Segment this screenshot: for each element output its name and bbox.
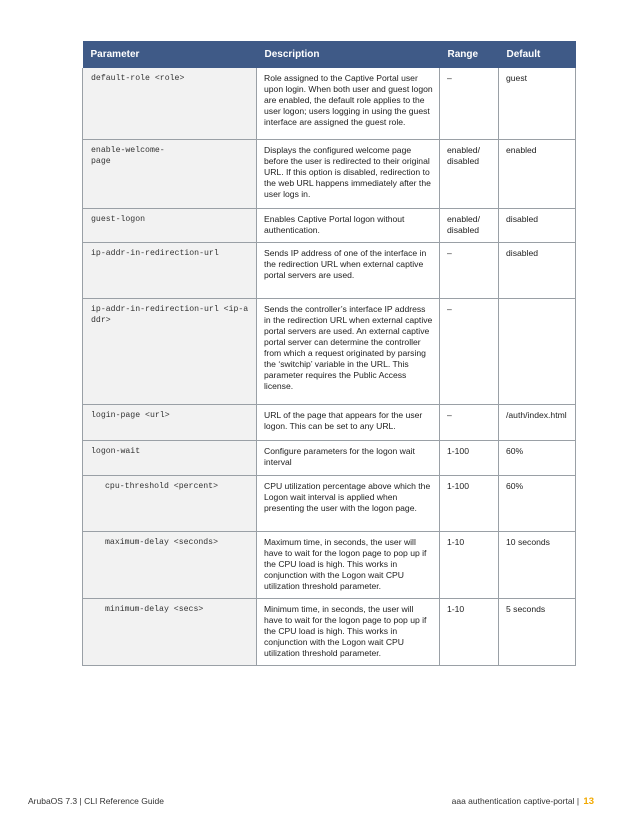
- parameter-cell: guest-logon: [83, 208, 257, 242]
- default-cell: 60%: [499, 440, 576, 475]
- description-cell: CPU utilization percentage above which the Logon wait interval is applied when presenting the user with the logon page.: [257, 475, 440, 531]
- footer-guide-title: ArubaOS 7.3 | CLI Reference Guide: [28, 796, 164, 806]
- range-cell: –: [440, 68, 499, 139]
- range-cell: –: [440, 298, 499, 404]
- parameter-table: [82, 41, 576, 666]
- table-row: [83, 208, 576, 242]
- range-cell: 1-10: [440, 531, 499, 598]
- default-cell: guest: [499, 68, 576, 139]
- parameter-cell: minimum-delay <secs>: [83, 598, 257, 665]
- default-cell: 60%: [499, 475, 576, 531]
- table-row: [83, 139, 576, 208]
- description-cell: Minimum time, in seconds, the user will have to wait for the logon page to pop up if the CPU load is high. This works in conjunction with the Logon wait CPU utilization threshold parameter.: [257, 598, 440, 665]
- range-cell: –: [440, 242, 499, 298]
- default-cell: enabled: [499, 139, 576, 208]
- description-cell: Maximum time, in seconds, the user will have to wait for the logon page to pop up if the CPU load is high. This works in conjunction with the Logon wait CPU utilization threshold parameter.: [257, 531, 440, 598]
- range-cell: 1-100: [440, 475, 499, 531]
- default-cell: 10 seconds: [499, 531, 576, 598]
- parameter-cell: cpu-threshold <percent>: [83, 475, 257, 531]
- parameter-cell: logon-wait: [83, 440, 257, 475]
- table-row: [83, 298, 576, 404]
- parameter-cell: ip-addr-in-redirection-url: [83, 242, 257, 298]
- default-cell: 5 seconds: [499, 598, 576, 665]
- footer-section: [452, 796, 594, 807]
- description-cell: Configure parameters for the logon wait interval: [257, 440, 440, 475]
- description-cell: Role assigned to the Captive Portal user upon login. When both user and guest logon are enabled, the default role applies to the user logon; users logging in using the guest interface are assigned the guest role.: [257, 68, 440, 139]
- table-header-row: [83, 41, 576, 68]
- description-cell: Enables Captive Portal logon without authentication.: [257, 208, 440, 242]
- range-cell: 1-10: [440, 598, 499, 665]
- table-row: [83, 440, 576, 475]
- footer-section-title: aaa authentication captive-portal |: [451, 796, 580, 806]
- table-row: [83, 598, 576, 665]
- default-cell: disabled: [499, 208, 576, 242]
- parameter-cell: ip-addr-in-redirection-url <ip-addr>: [83, 298, 257, 404]
- header-parameter: Parameter: [83, 41, 257, 68]
- range-cell: enabled/ disabled: [440, 208, 499, 242]
- table-row: [83, 404, 576, 440]
- description-cell: Displays the configured welcome page before the user is redirected to their original URL. If this option is disabled, redirection to the web URL happens immediately after the user logs in.: [257, 139, 440, 208]
- description-cell: Sends IP address of one of the interface in the redirection URL when external captive portal servers are used.: [257, 242, 440, 298]
- header-range: Range: [440, 41, 499, 68]
- header-description: Description: [257, 41, 440, 68]
- default-cell: /auth/index.html: [499, 404, 576, 440]
- parameter-cell: default-role <role>: [83, 68, 257, 139]
- parameter-cell: enable-welcome-page: [83, 139, 257, 208]
- range-cell: 1-100: [440, 440, 499, 475]
- parameter-cell: login-page <url>: [83, 404, 257, 440]
- table-row: [83, 68, 576, 139]
- table-row: [83, 531, 576, 598]
- page-number: 13: [583, 796, 594, 807]
- table-row: [83, 475, 576, 531]
- default-cell: [499, 298, 576, 404]
- header-default: Default: [499, 41, 576, 68]
- range-cell: enabled/ disabled: [440, 139, 499, 208]
- parameter-cell: maximum-delay <seconds>: [83, 531, 257, 598]
- table-row: [83, 242, 576, 298]
- default-cell: disabled: [499, 242, 576, 298]
- range-cell: –: [440, 404, 499, 440]
- description-cell: URL of the page that appears for the user logon. This can be set to any URL.: [257, 404, 440, 440]
- description-cell: Sends the controller’s interface IP address in the redirection URL when external captive portal servers are used. An external captive portal server can determine the controller from which a request originated by parsing the ‘switchip’ variable in the URL. This parameter requires the Public Access license.: [257, 298, 440, 404]
